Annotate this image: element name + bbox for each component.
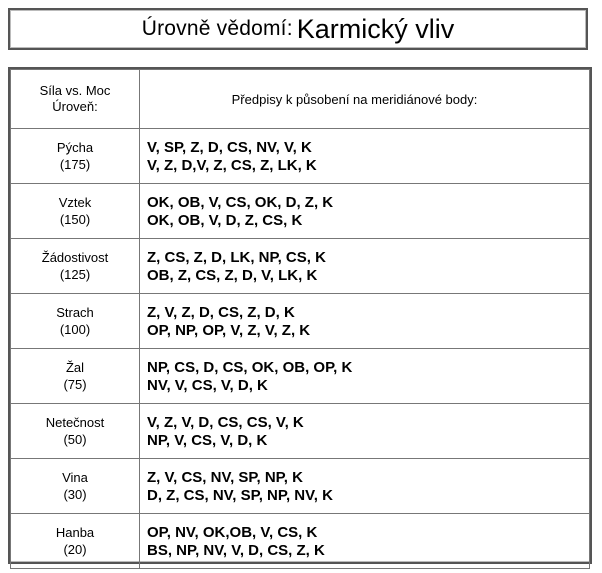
table-row xyxy=(11,294,590,349)
level-value: (30) xyxy=(63,487,87,502)
table-row xyxy=(11,404,590,459)
header-left-line1: Síla vs. Moc xyxy=(39,83,111,98)
prescription-line: NV, V, CS, V, D, K xyxy=(147,377,268,394)
level-name: Žal xyxy=(65,360,85,375)
level-name: Hanba xyxy=(55,525,95,540)
header-prescriptions-cell: Předpisy k působení na meridiánové body: xyxy=(140,70,590,129)
prescription-line: OK, OB, V, CS, OK, D, Z, K xyxy=(147,194,334,211)
level-value: (50) xyxy=(63,432,87,447)
level-value: (175) xyxy=(59,157,91,172)
level-name: Pýcha xyxy=(56,140,94,155)
prescription-cell xyxy=(140,129,590,184)
table-header-row xyxy=(11,70,590,129)
level-cell xyxy=(11,404,140,459)
level-cell xyxy=(11,349,140,404)
prescription-cell xyxy=(140,184,590,239)
prescription-line: BS, NP, NV, V, D, CS, Z, K xyxy=(147,542,325,559)
levels-table-frame xyxy=(8,67,592,564)
level-name: Vina xyxy=(62,470,88,485)
title-prefix: Úrovně vědomí: xyxy=(141,17,293,40)
level-cell xyxy=(11,239,140,294)
prescription-line: Z, CS, Z, D, LK, NP, CS, K xyxy=(147,249,326,266)
prescription-cell xyxy=(140,514,590,569)
table-row xyxy=(11,129,590,184)
prescription-line: OP, NV, OK,OB, V, CS, K xyxy=(147,524,318,541)
prescription-cell xyxy=(140,239,590,294)
level-cell xyxy=(11,514,140,569)
prescription-line: V, Z, V, D, CS, CS, V, K xyxy=(147,414,304,431)
prescription-line: D, Z, CS, NV, SP, NP, NV, K xyxy=(147,487,333,504)
title-main: Karmický vliv xyxy=(296,13,455,44)
level-name: Žádostivost xyxy=(41,250,109,265)
prescription-line: OK, OB, V, D, Z, CS, K xyxy=(147,212,303,229)
level-value: (125) xyxy=(59,267,91,282)
level-cell xyxy=(11,459,140,514)
level-name: Vztek xyxy=(58,195,92,210)
level-value: (100) xyxy=(59,322,91,337)
level-value: (75) xyxy=(63,377,87,392)
table-row xyxy=(11,184,590,239)
prescription-cell xyxy=(140,404,590,459)
level-value: (150) xyxy=(59,212,91,227)
table-row xyxy=(11,459,590,514)
prescription-cell xyxy=(140,349,590,404)
prescription-cell xyxy=(140,459,590,514)
level-cell xyxy=(11,184,140,239)
prescription-line: NP, V, CS, V, D, K xyxy=(147,432,268,449)
header-level-cell xyxy=(11,70,140,129)
prescription-line: Z, V, Z, D, CS, Z, D, K xyxy=(147,304,295,321)
prescription-line: NP, CS, D, CS, OK, OB, OP, K xyxy=(147,359,353,376)
header-left-line2: Úroveň: xyxy=(52,99,98,114)
prescription-line: V, Z, D,V, Z, CS, Z, LK, K xyxy=(147,157,317,174)
level-cell xyxy=(11,129,140,184)
prescription-line: OB, Z, CS, Z, D, V, LK, K xyxy=(147,267,318,284)
table-row xyxy=(11,239,590,294)
prescription-line: OP, NP, OP, V, Z, V, Z, K xyxy=(147,322,311,339)
prescription-line: V, SP, Z, D, CS, NV, V, K xyxy=(147,139,312,156)
level-name: Netečnost xyxy=(45,415,105,430)
table-row xyxy=(11,349,590,404)
levels-table xyxy=(10,69,590,569)
prescription-line: Z, V, CS, NV, SP, NP, K xyxy=(147,469,303,486)
level-cell xyxy=(11,294,140,349)
page-title xyxy=(8,8,588,50)
level-value: (20) xyxy=(63,542,87,557)
prescription-cell xyxy=(140,294,590,349)
table-row xyxy=(11,514,590,569)
level-name: Strach xyxy=(56,305,94,320)
